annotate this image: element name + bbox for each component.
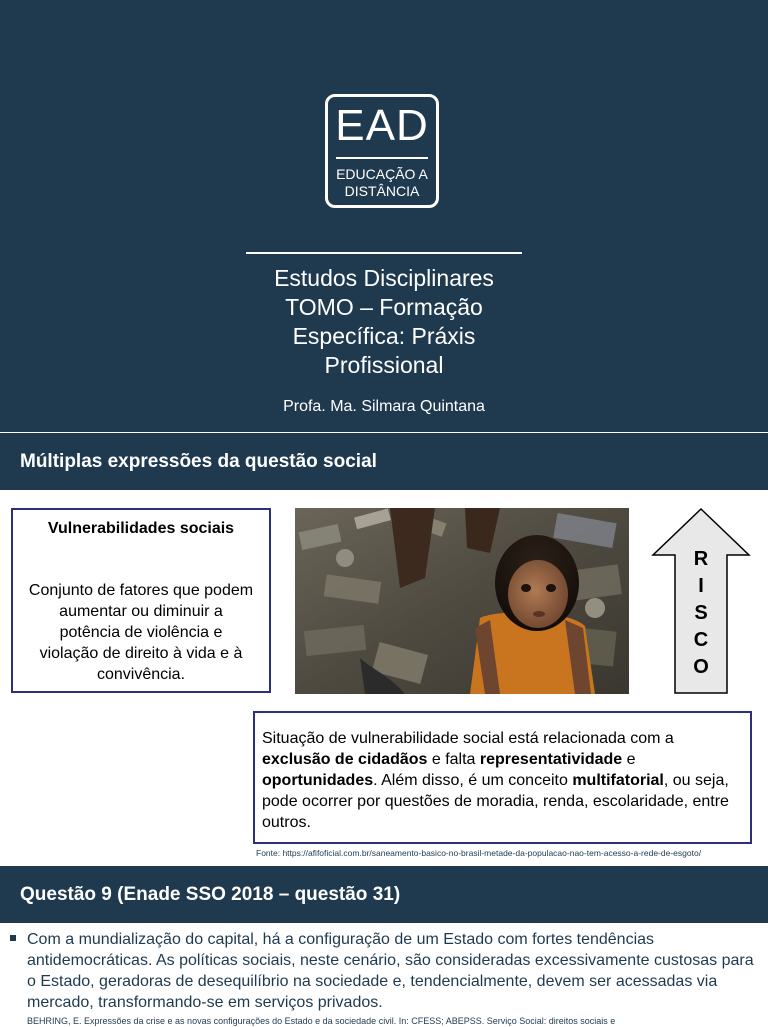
vulnerability-line4: violação de direito à vida e à <box>39 645 243 662</box>
title-divider <box>246 252 522 254</box>
child-photo <box>295 508 629 694</box>
risk-letter: S <box>694 602 708 624</box>
situation-text: e falta <box>427 751 480 768</box>
situation-text: e <box>622 751 636 768</box>
logo-divider <box>336 157 428 159</box>
course-title-line4: Profissional <box>324 352 444 378</box>
vulnerability-situation-box <box>253 711 752 844</box>
slide3-header: Questão 9 (Enade SSO 2018 – questão 31) <box>0 866 768 923</box>
slide2-header: Múltiplas expressões da questão social <box>0 433 768 490</box>
course-title-line2: TOMO – Formação <box>285 294 483 320</box>
situation-text: Situação de vulnerabilidade social está relacionada com a <box>262 730 674 747</box>
title-slide <box>0 0 768 432</box>
vulnerability-line3: potência de violência e <box>59 624 223 641</box>
question-text: Com a mundialização do capital, há a configuração de um Estado com fortes tendências antidemocráticas. As políticas sociais, neste cenário, são consideradas excessivamente custosas para o Estado, geradoras de desequilíbrio na sociedade e, tendencialmente, devem ser acessadas via mercado, transformando-se em serviços privados. <box>27 931 754 1011</box>
situation-emphasis: multifatorial <box>572 772 664 789</box>
risk-letter: I <box>698 575 704 597</box>
situation-text: , ou seja, pode ocorrer por questões de moradia, renda, escolaridade, entre outros. <box>262 772 729 831</box>
question-bullet <box>10 929 762 1013</box>
course-title-line1: Estudos Disciplinares <box>274 265 494 291</box>
vulnerability-line5: convivência. <box>96 666 186 683</box>
risk-letter: C <box>693 629 709 651</box>
risk-letter: R <box>693 548 709 570</box>
child-photo-illustration <box>295 508 629 694</box>
logo-ead-text: EAD <box>335 101 429 150</box>
course-title <box>214 264 554 380</box>
logo-subtitle-line1: EDUCAÇÃO A <box>336 166 428 182</box>
vulnerability-line1: Conjunto de fatores que podem <box>28 582 254 599</box>
vulnerability-definition-box <box>11 508 271 693</box>
logo-subtitle-line2: DISTÂNCIA <box>344 183 420 199</box>
author-name: Profa. Ma. Silmara Quintana <box>283 398 485 415</box>
vulnerability-definition <box>17 580 265 685</box>
risk-label <box>680 546 722 681</box>
risk-letter: O <box>693 656 709 678</box>
logo-subtitle <box>328 166 436 200</box>
situation-text: . Além disso, é um conceito <box>373 772 573 789</box>
situation-emphasis: oportunidades <box>262 772 374 789</box>
course-title-line3: Específica: Práxis <box>292 323 476 349</box>
reference-citation: BEHRING, E. Expressões da crise e as novas configurações do Estado e da sociedade civil. In: CFESS; ABEPSS. Serviço Social: direitos sociais e <box>27 1016 616 1026</box>
vulnerability-title: Vulnerabilidades sociais <box>47 520 235 537</box>
situation-emphasis: representatividade <box>479 751 623 768</box>
vulnerability-line2: aumentar ou diminuir a <box>59 603 223 620</box>
ead-logo <box>325 94 439 208</box>
situation-emphasis: exclusão de cidadãos <box>262 751 428 768</box>
bullet-icon <box>10 935 16 941</box>
image-source: Fonte: https://afifoficial.com.br/saneamento-basico-no-brasil-metade-da-populacao-nao-tem-acesso-a-rede-de-esgoto/ <box>256 848 702 858</box>
